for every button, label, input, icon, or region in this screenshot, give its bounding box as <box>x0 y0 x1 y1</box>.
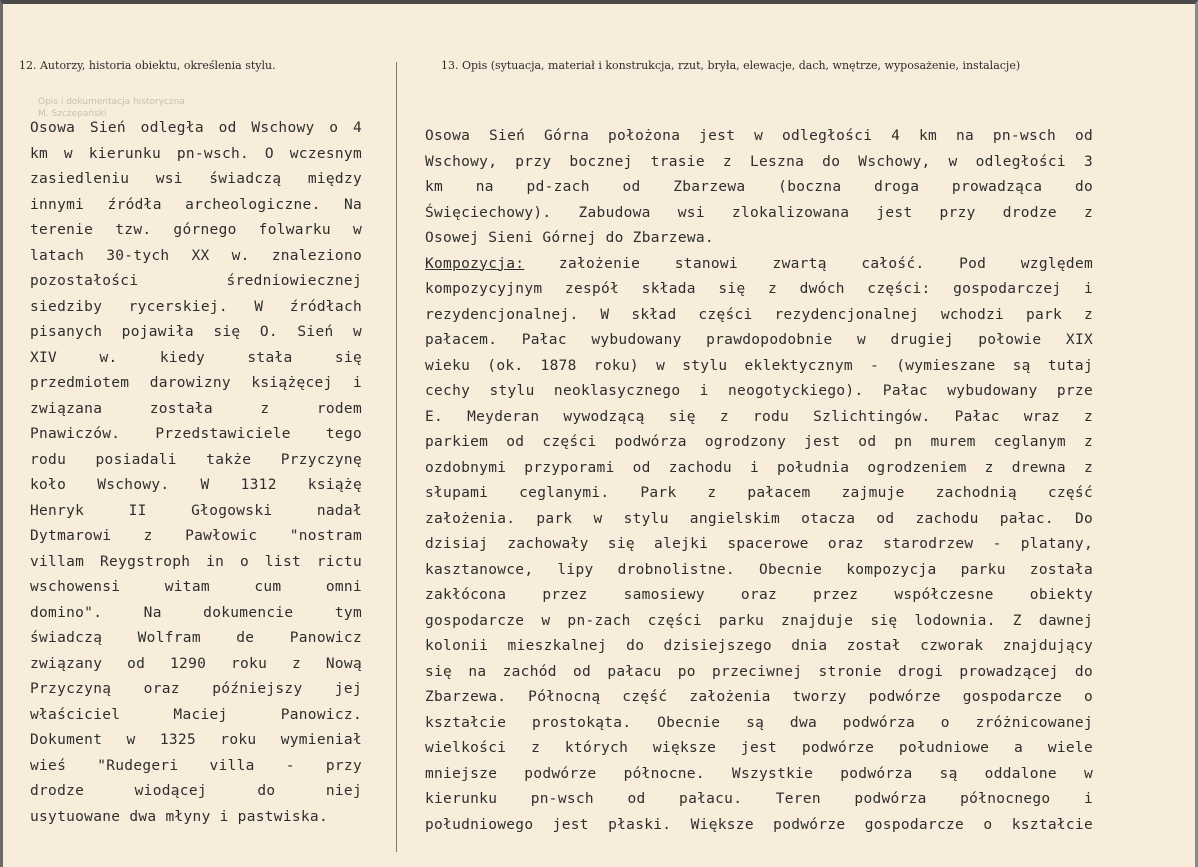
faint-line: Opis i dokumentacja historyczna <box>38 97 185 107</box>
description-text-line: kompozycyjnym zespół składa się z dwóch części: gospodarczej i <box>425 281 1093 297</box>
description-text-line: parkiem od części podwórza ogrodzony jest od pn murem ceglanym z <box>425 434 1093 450</box>
history-text-line: Dokument w 1325 roku wymieniał <box>30 732 362 748</box>
history-text-line: Henryk II Głogowski nadał <box>30 502 362 519</box>
column-divider <box>396 62 397 852</box>
description-text-line: założenia. park w stylu angielskim otacza od zachodu pałac. Do <box>425 510 1093 527</box>
description-text-line: Osowej Sieni Górnej do Zbarzewa. <box>425 230 714 246</box>
history-text-line: domino". Na dokumencie tym <box>30 604 362 621</box>
history-text-line: Osowa Sień odległa od Wschowy o 4 <box>30 120 362 136</box>
description-text-line: wielkości z których większe jest podwórze południowe a wiele <box>425 740 1093 756</box>
history-text-line: Pnawiczów. Przedstawiciele tego <box>30 426 362 442</box>
history-text-line: koło Wschowy. W 1312 książę <box>30 477 362 493</box>
description-text-line: km na pd-zach od Zbarzewa (boczna droga prowadząca do <box>425 179 1093 195</box>
history-text-line: terenie tzw. górnego folwarku w <box>30 222 362 238</box>
description-text-line: słupami ceglanymi. Park z pałacem zajmuje zachodnią część <box>425 485 1093 501</box>
description-text-fragment: założenie stanowi zwartą całość. Pod względem <box>558 255 1093 272</box>
description-text-line: rezydencjonalnej. W skład części rezydencjonalnej wchodzi park z <box>425 306 1093 323</box>
description-text-line: E. Meyderan wywodzącą się z rodu Szlichtingów. Pałac wraz z <box>425 408 1093 425</box>
history-text-line: Przyczyną oraz późniejszy jej <box>30 681 362 697</box>
description-text-line: Zbarzewa. Północną część założenia tworzy podwórze gospodarcze o <box>425 689 1093 705</box>
history-text-line: wschowensi witam cum omni <box>30 579 362 595</box>
description-text-line: ozdobnymi przyporami od zachodu i południa ogrodzeniem z drewna z <box>425 459 1093 476</box>
description-text-line <box>425 252 1093 278</box>
history-text-line: Dytmarowi z Pawłowic "nostram <box>30 528 362 544</box>
history-text-line: związana została z rodem <box>30 400 362 417</box>
history-text-line: XIV w. kiedy stała się <box>30 349 362 366</box>
description-text-line: Święciechowy). Zabudowa wsi zlokalizowana jest przy drodze z <box>425 204 1093 221</box>
section-13-heading: 13. Opis (sytuacja, materiał i konstrukcja, rzut, bryła, elewacje, dach, wnętrze, wyposażenie, instalacje) <box>441 59 1021 72</box>
description-text-line: gospodarcze w pn-zach części parku znajduje się lodownia. Z dawnej <box>425 612 1093 629</box>
description-text-line: Wschowy, przy bocznej trasie z Leszna do Wschowy, w odległości 3 <box>425 153 1093 170</box>
history-text-line: przedmiotem darowizny książęcej i <box>30 375 362 391</box>
description-text-line: mniejsze podwórze północne. Wszystkie podwórza są oddalone w <box>425 765 1093 782</box>
history-text-line: wieś "Rudegeri villa - przy <box>30 757 362 774</box>
description-text-line: cechy stylu neoklasycznego i neogotyckiego). Pałac wybudowany prze <box>425 383 1093 399</box>
history-text-line: innymi źródła archeologiczne. Na <box>30 196 362 213</box>
section-12-heading: 12. Autorzy, historia obiektu, określenia stylu. <box>19 59 276 72</box>
description-text-line: dzisiaj zachowały się alejki spacerowe oraz starodrzew - platany, <box>425 536 1093 552</box>
history-text-column <box>30 116 362 830</box>
history-text-line: siedziby rycerskiej. W źródłach <box>30 298 362 315</box>
description-text-line: zakłócona przez samosiewy oraz przez współczesne obiekty <box>425 587 1093 603</box>
description-text-line: kierunku pn-wsch od pałacu. Teren podwórza północnego i <box>425 791 1093 807</box>
description-text-line: wieku (ok. 1878 roku) w stylu eklektycznym - (wymieszane są tutaj <box>425 357 1093 374</box>
history-text-line: latach 30-tych XX w. znaleziono <box>30 247 362 264</box>
description-text-line: kształcie prostokąta. Obecnie są dwa podwórza o zróżnicowanej <box>425 714 1093 731</box>
kompozycja-label: Kompozycja: <box>425 255 525 272</box>
history-text-line: villam Reygstroph in o list rictu <box>30 553 362 570</box>
description-text-line: się na zachód od pałacu po przeciwnej stronie drogi prowadzącej do <box>425 663 1093 680</box>
description-text-line: południowego jest płaski. Większe podwórze gospodarcze o kształcie <box>425 816 1093 833</box>
description-text-line: kasztanowce, lipy drobnolistne. Obecnie kompozycja parku została <box>425 561 1093 578</box>
description-text-line: kolonii mieszkalnej do dzisiejszego dnia został czworak znajdujący <box>425 638 1093 654</box>
description-text-line: Osowa Sień Górna położona jest w odległości 4 km na pn-wsch od <box>425 128 1093 144</box>
history-text-line: usytuowane dwa młyny i pastwiska. <box>30 808 328 825</box>
history-text-line: km w kierunku pn-wsch. O wczesnym <box>30 145 362 162</box>
history-text-line: rodu posiadali także Przyczynę <box>30 451 362 468</box>
faint-line: M. Szczepański <box>38 109 107 119</box>
history-text-line: właściciel Maciej Panowicz. <box>30 706 362 723</box>
history-text-line: związany od 1290 roku z Nową <box>30 655 362 672</box>
history-text-line: zasiedleniu wsi świadczą między <box>30 171 362 187</box>
history-text-line: pisanych pojawiła się O. Sień w <box>30 324 362 340</box>
history-text-line: pozostałości średniowiecznej <box>30 273 362 289</box>
description-text-column <box>425 124 1093 838</box>
description-text-line: pałacem. Pałac wybudowany prawdopodobnie w drugiej połowie XIX <box>425 332 1093 348</box>
history-text-line: świadczą Wolfram de Panowicz <box>30 630 362 646</box>
history-text-line: drodze wiodącej do niej <box>30 783 362 799</box>
